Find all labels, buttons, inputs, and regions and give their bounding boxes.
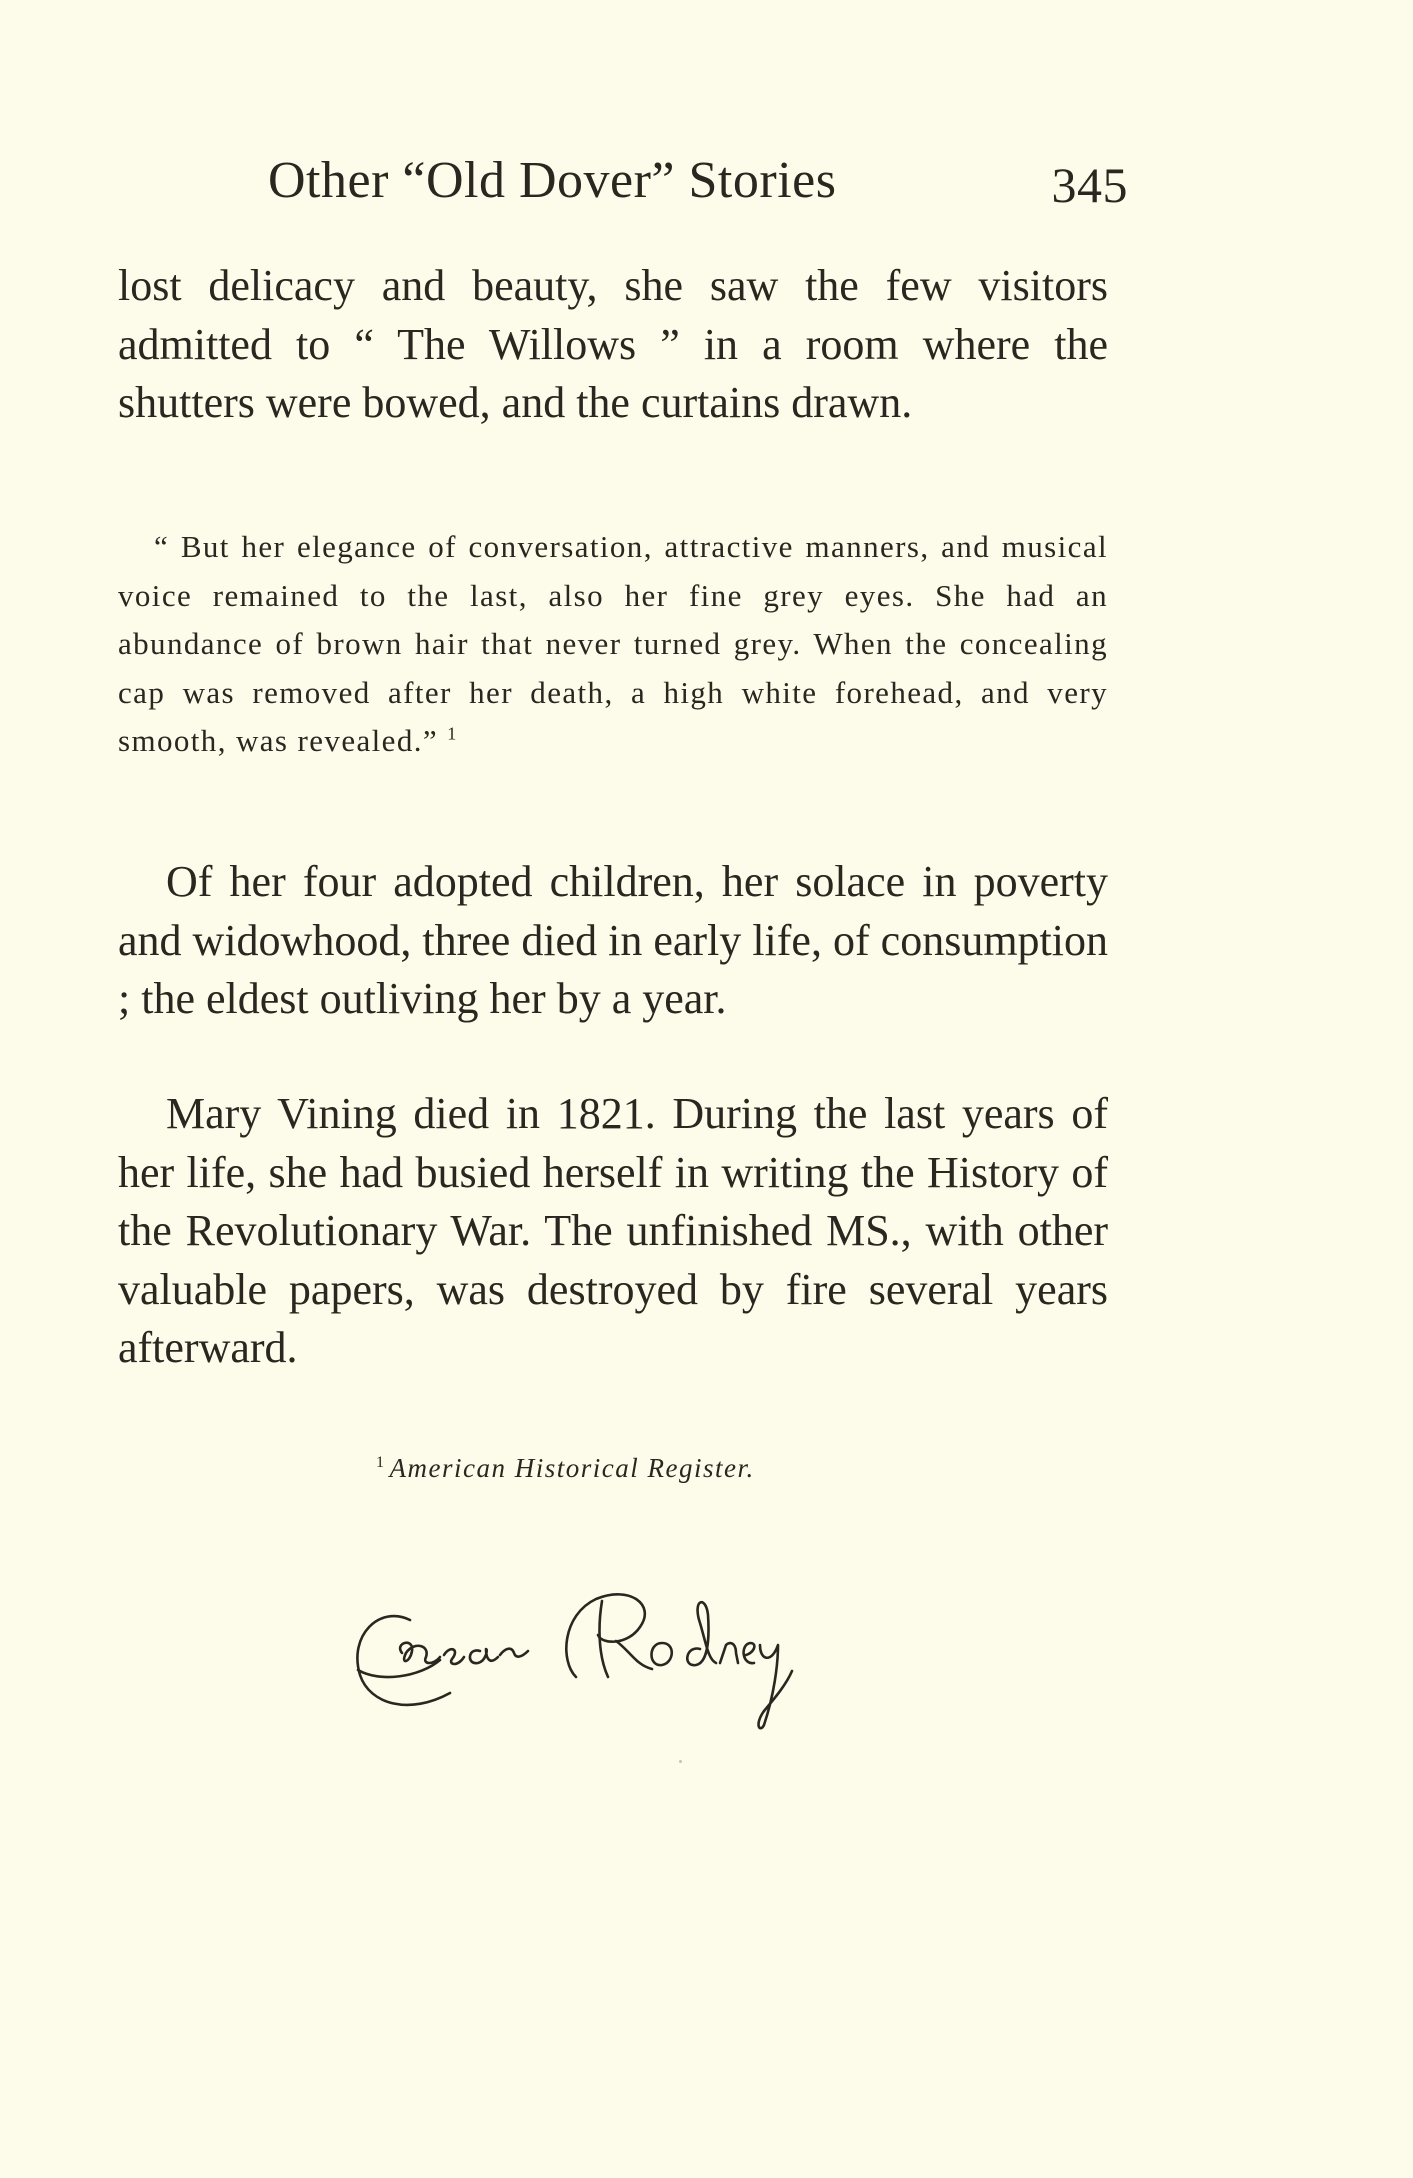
footnote-reference: 1 <box>447 723 458 744</box>
block-quote-text: “ But her elegance of conversation, attractive manners, and musical voice remained to the last, also her fine grey eyes. She had an abundance of brown hair that never turned grey. When the concealing cap was removed after her death, a high white forehead, and very smooth, was revealed.” <box>118 529 1108 758</box>
paragraph-adopted-children: Of her four adopted children, her solace in poverty and widowhood, three died in early life, of consumption ; the eldest outliving her by a year. <box>118 857 1108 1023</box>
footnote-text: American Historical Register. <box>389 1453 755 1483</box>
footnote-mark: 1 <box>376 1454 386 1471</box>
block-quote <box>118 523 1108 766</box>
running-head-title: Other “Old Dover” Stories <box>268 152 837 209</box>
paragraph-mary-vining: Mary Vining died in 1821. During the last years of her life, she had busied herself in writing the History of the Revolutionary War. The unfinished MS., with other valuable papers, was destroyed by fire several years afterward. <box>118 1089 1108 1372</box>
running-head <box>268 146 1128 216</box>
footnote <box>376 1453 755 1484</box>
paragraph-continued: lost delicacy and beauty, she saw the few visitors admitted to “ The Willows ” in a room where the shutters were bowed, and the curtains drawn. <box>118 261 1108 427</box>
speck <box>679 1760 682 1763</box>
signature-image <box>340 1565 860 1735</box>
page-number: 345 <box>1051 157 1128 213</box>
